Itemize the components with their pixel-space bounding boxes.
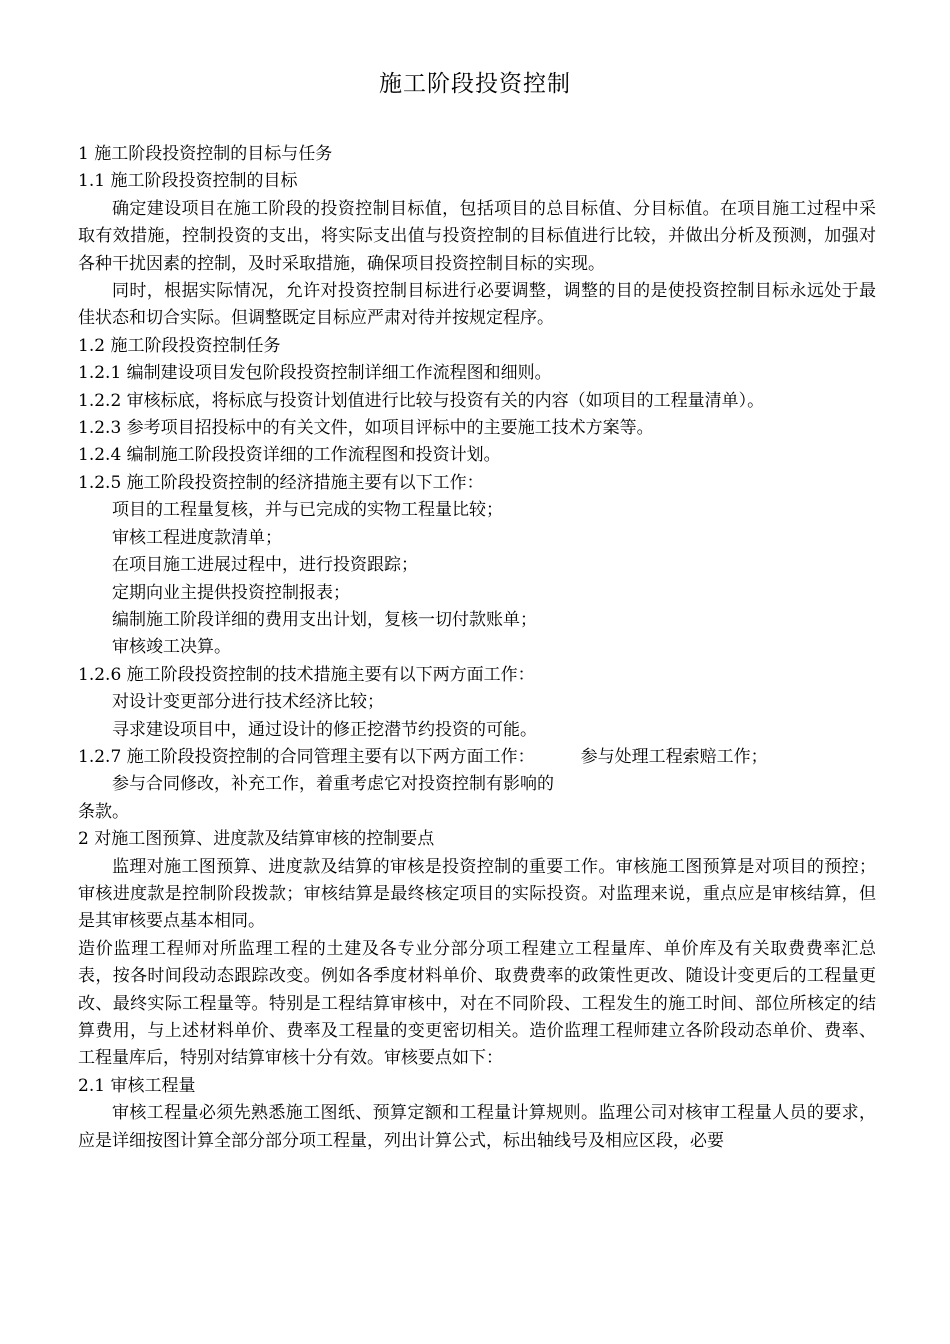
section-heading-1: 1 施工阶段投资控制的目标与任务 [78, 144, 333, 164]
section-heading-2: 2 对施工图预算、进度款及结算审核的控制要点 [78, 829, 435, 850]
document-body [78, 141, 876, 1155]
paragraph-quantity-review: 审核工程量必须先熟悉施工图纸、预算定额和工程量计算规则。监理公司对核审工程量人员的要求，应是详细按图计算全部分部分项工程量，列出计算公式，标出轴线号及相应区段，必要 [78, 1103, 876, 1151]
page-title: 施工阶段投资控制 [379, 71, 571, 97]
task-1-2-1: 1.2.1 编制建设项目发包阶段投资控制详细工作流程图和细则。 [78, 363, 552, 384]
list-item: 项目的工程量复核，并与已完成的实物工程量比较； [112, 500, 503, 521]
list-item: 定期向业主提供投资控制报表； [112, 582, 350, 603]
section-heading-1-1: 1.1 施工阶段投资控制的目标 [78, 171, 298, 192]
task-1-2-5: 1.2.5 施工阶段投资控制的经济措施主要有以下工作： [78, 472, 484, 493]
task-1-2-6: 1.2.6 施工阶段投资控制的技术措施主要有以下两方面工作： [78, 664, 535, 685]
list-item: 在项目施工进展过程中，进行投资跟踪； [112, 555, 418, 576]
list-item: 寻求建设项目中，通过设计的修正挖潜节约投资的可能。 [112, 719, 537, 740]
list-item: 对设计变更部分进行技术经济比较； [112, 692, 384, 713]
paragraph-cost-engineer: 造价监理工程师对所监理工程的土建及各专业分部分项工程建立工程量库、单价库及有关取费费率汇总表，按各时间段动态跟踪改变。例如各季度材料单价、取费费率的政策性更改、随设计变更后的工程量更改、最终实际工程量等。特别是工程结算审核中，对在不同阶段、工程发生的施工时间、部位所核定的结算费用，与上述材料单价、费率及工程量的变更密切相关。造价监理工程师建立各阶段动态单价、费率、工程量库后，特别对结算审核十分有效。审核要点如下： [78, 938, 876, 1069]
task-1-2-3: 1.2.3 参考项目招投标中的有关文件，如项目评标中的主要施工技术方案等。 [78, 418, 654, 439]
task-1-2-7-item-2: 参与合同修改，补充工作，着重考虑它对投资控制有影响的 [112, 774, 554, 795]
section-heading-2-1: 2.1 审核工程量 [78, 1075, 196, 1096]
task-1-2-4: 1.2.4 编制施工阶段投资详细的工作流程图和投资计划。 [78, 445, 501, 466]
task-1-2-2: 1.2.2 审核标底，将标底与投资计划值进行比较与投资有关的内容（如项目的工程量清单）。 [78, 390, 765, 411]
paragraph-adjustment: 同时，根据实际情况，允许对投资控制目标进行必要调整，调整的目的是使投资控制目标永远处于最佳状态和切合实际。但调整既定目标应严肃对待并按规定程序。 [78, 281, 876, 329]
paragraph-review-overview: 监理对施工图预算、进度款及结算的审核是投资控制的重要工作。审核施工图预算是对项目的预控；审核进度款是控制阶段拨款；审核结算是最终核定项目的实际投资。对监理来说，重点应是审核结算，但是其审核要点基本相同。 [78, 856, 876, 932]
task-1-2-7-heading: 1.2.7 施工阶段投资控制的合同管理主要有以下两方面工作： [78, 746, 535, 767]
section-heading-1-2: 1.2 施工阶段投资控制任务 [78, 335, 281, 356]
task-1-2-7 [78, 744, 876, 771]
task-1-2-7-item-1: 参与处理工程索赔工作； [580, 746, 768, 767]
list-item: 审核竣工决算。 [112, 637, 231, 658]
paragraph-goal: 确定建设项目在施工阶段的投资控制目标值，包括项目的总目标值、分目标值。在项目施工过程中采取有效措施，控制投资的支出，将实际支出值与投资控制的目标值进行比较，并做出分析及预测，加强对各种干扰因素的控制，及时采取措施，确保项目投资控制目标的实现。 [78, 198, 876, 274]
list-item: 编制施工阶段详细的费用支出计划，复核一切付款账单； [112, 609, 537, 630]
list-item: 审核工程进度款清单； [112, 527, 282, 548]
task-1-2-7-item-2-continued: 条款。 [78, 801, 129, 822]
